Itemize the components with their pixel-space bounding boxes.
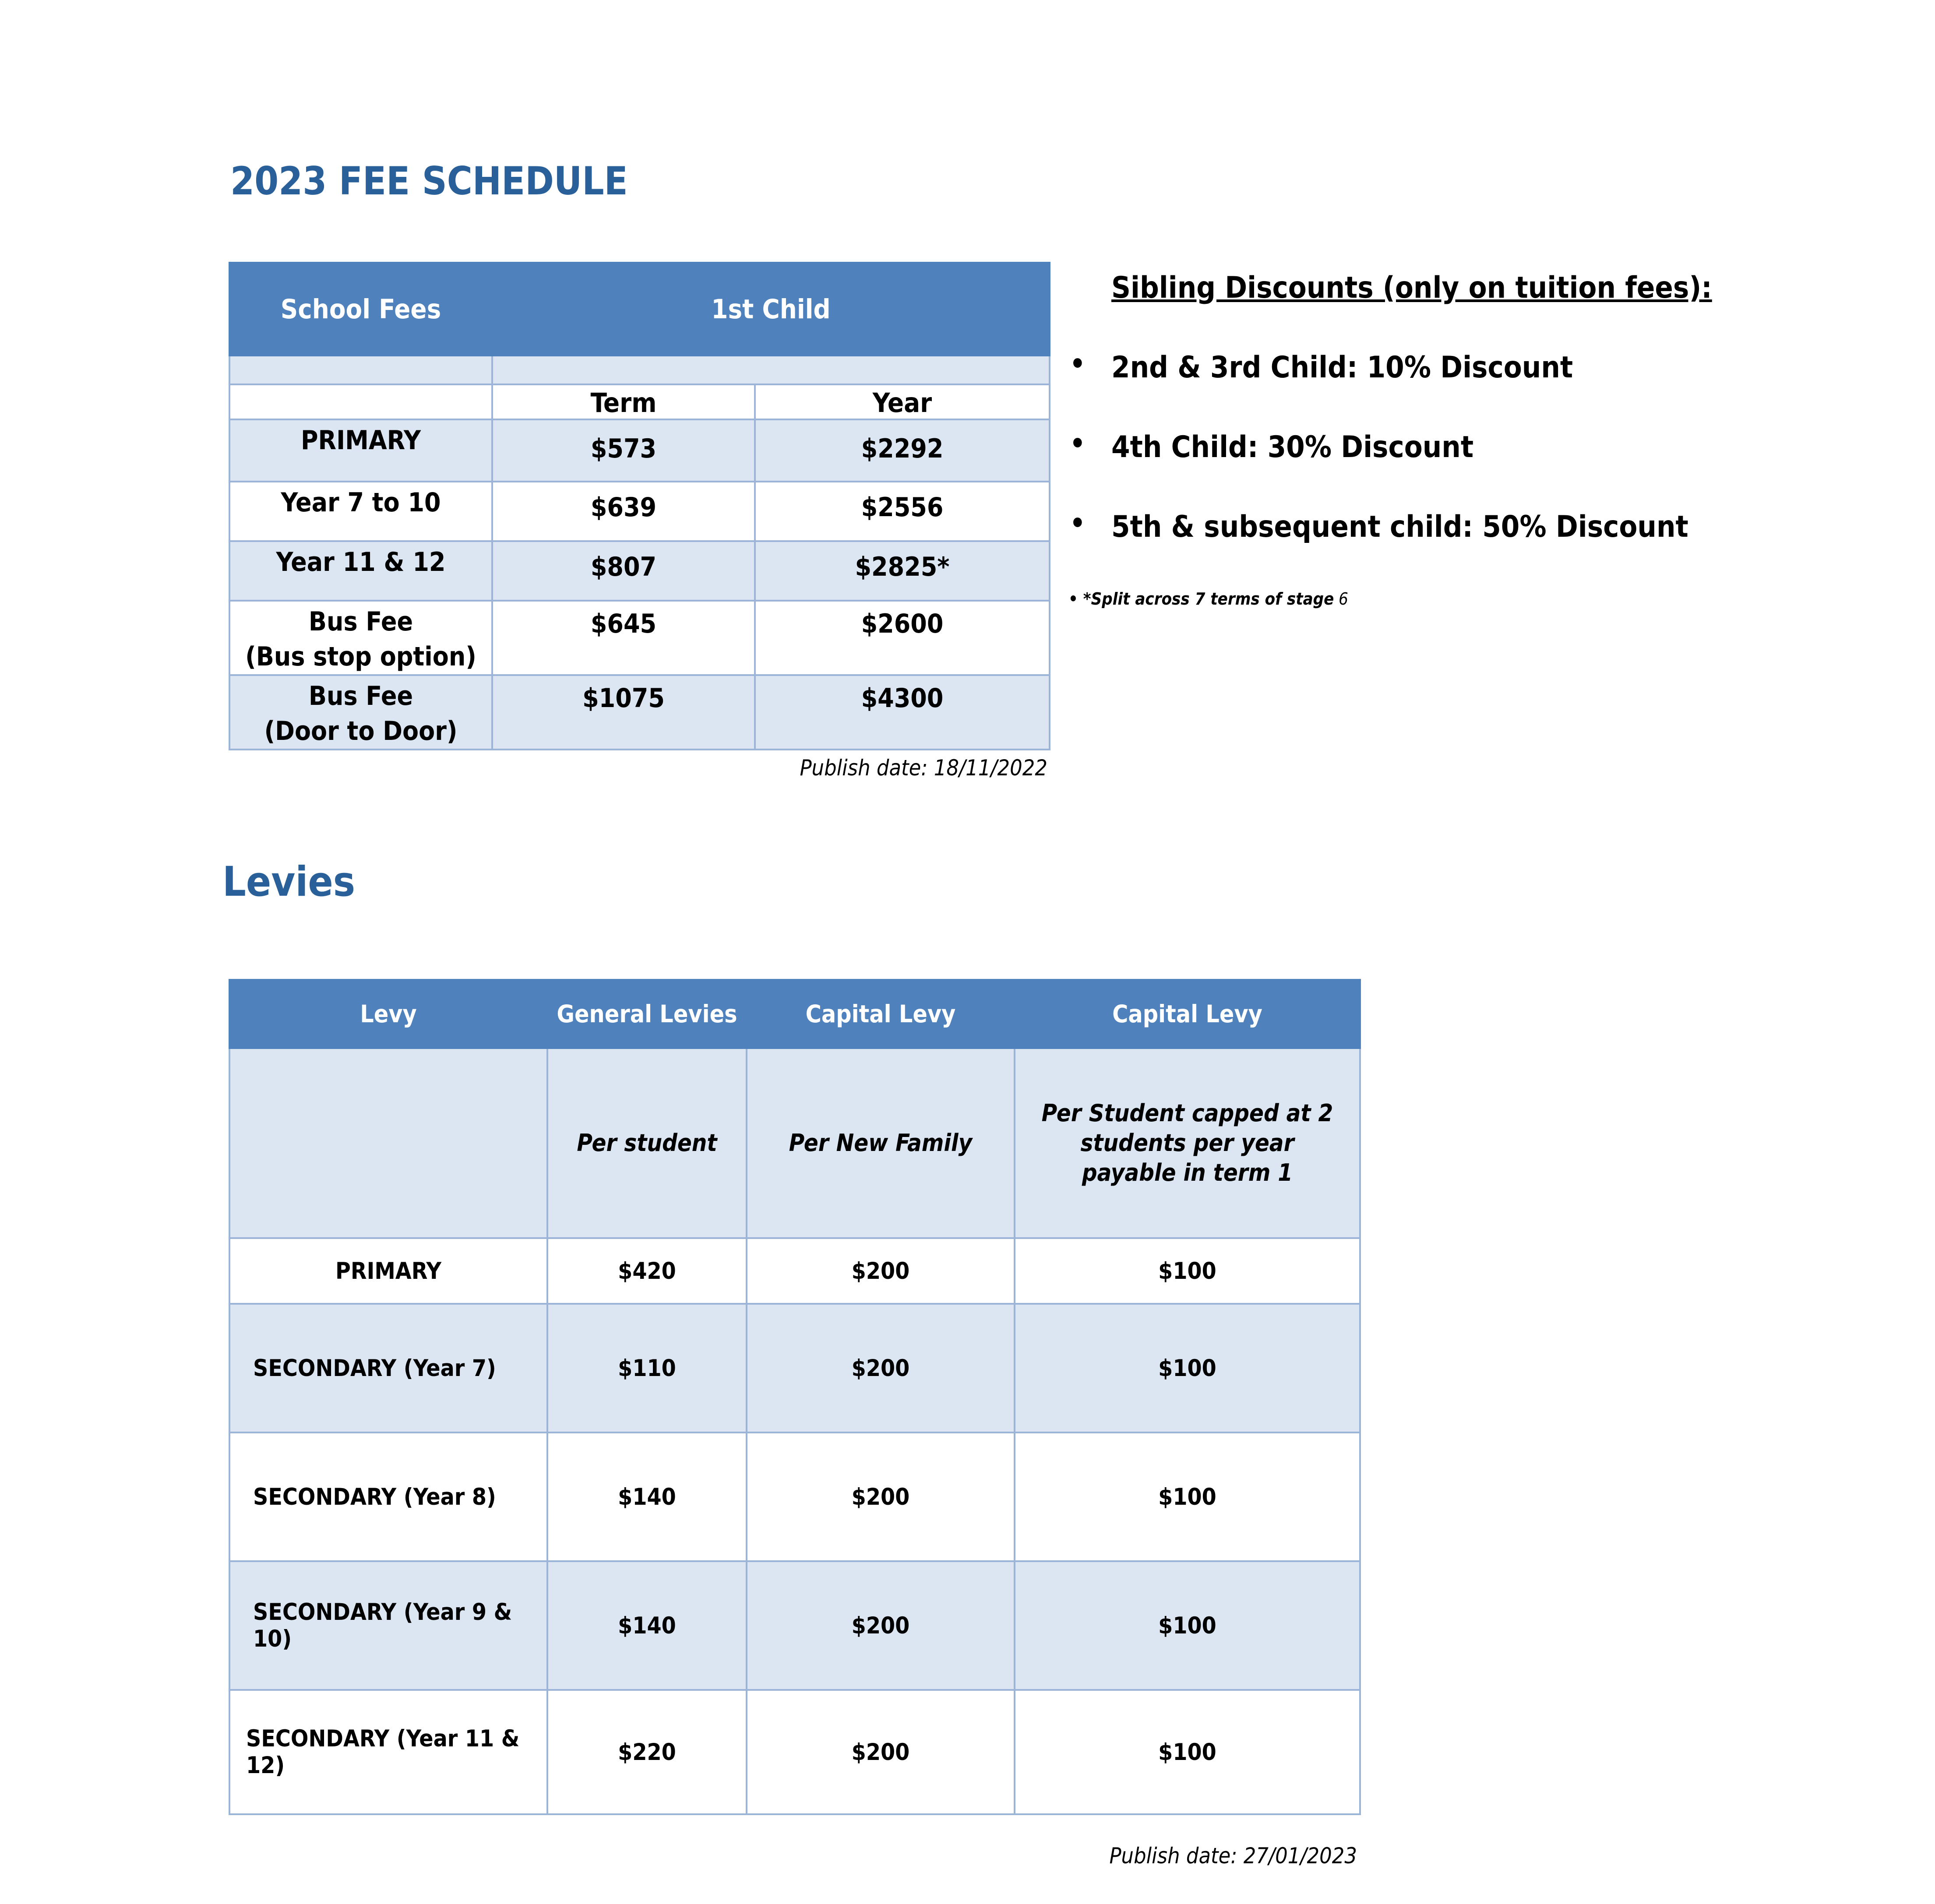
capital-family-value: $200	[747, 1238, 1015, 1304]
spacer-cell	[229, 355, 492, 384]
term-fee: $573	[492, 419, 755, 482]
capital-student-value: $100	[1015, 1690, 1360, 1814]
split-note: • *Split across 7 terms of stage 6	[1068, 589, 1348, 609]
level-label: SECONDARY (Year 11 & 12)	[229, 1690, 547, 1814]
capital-student-value: $100	[1015, 1561, 1360, 1690]
level-label: PRIMARY	[229, 1238, 547, 1304]
discount-item: • 2nd & 3rd Child: 10% Discount	[1070, 348, 1573, 385]
general-levy-value: $420	[547, 1238, 747, 1304]
page-title: 2023 FEE SCHEDULE	[230, 158, 628, 204]
row-label: Bus Fee (Door to Door)	[229, 675, 492, 750]
header-capital-levy: Capital Levy	[747, 980, 1015, 1048]
header-school-fees: School Fees	[229, 263, 492, 355]
table-row	[229, 419, 1050, 482]
row-label: Year 11 & 12	[229, 541, 492, 601]
level-label: SECONDARY (Year 7)	[229, 1304, 547, 1432]
table-row	[229, 482, 1050, 541]
year-fee: $2825*	[755, 541, 1050, 601]
capital-student-value: $100	[1015, 1304, 1360, 1432]
levies-publish-date: Publish date: 27/01/2023	[1109, 1843, 1357, 1869]
level-label: SECONDARY (Year 8)	[229, 1432, 547, 1561]
general-levy-value: $140	[547, 1561, 747, 1690]
empty-cell	[229, 1048, 547, 1238]
bullet-icon: •	[1070, 507, 1086, 539]
table-row	[229, 541, 1050, 601]
capital-family-value: $200	[747, 1690, 1015, 1814]
table-row	[229, 1690, 1360, 1814]
sibling-discounts-title: Sibling Discounts (only on tuition fees):	[1111, 271, 1712, 305]
table-row	[229, 1304, 1360, 1432]
row-label: Year 7 to 10	[229, 482, 492, 541]
bullet-icon: •	[1070, 427, 1086, 459]
table-row	[229, 1238, 1360, 1304]
discount-item: • 5th & subsequent child: 50% Discount	[1070, 507, 1688, 544]
table-row	[229, 1432, 1360, 1561]
year-fee: $2600	[755, 601, 1050, 675]
subheader-term: Term	[492, 384, 755, 419]
desc-per-student: Per student	[547, 1048, 747, 1238]
desc-per-new-family: Per New Family	[747, 1048, 1015, 1238]
level-label: SECONDARY (Year 9 & 10)	[229, 1561, 547, 1690]
capital-student-value: $100	[1015, 1238, 1360, 1304]
year-fee: $2556	[755, 482, 1050, 541]
subheader-year: Year	[755, 384, 1050, 419]
header-levy: Levy	[229, 980, 547, 1048]
levies-title: Levies	[222, 858, 356, 906]
term-fee: $639	[492, 482, 755, 541]
bullet-icon: •	[1070, 348, 1086, 380]
capital-student-value: $100	[1015, 1432, 1360, 1561]
capital-family-value: $200	[747, 1432, 1015, 1561]
capital-family-value: $200	[747, 1561, 1015, 1690]
levies-table	[229, 979, 1361, 1815]
row-label: PRIMARY	[229, 419, 492, 482]
header-general-levies: General Levies	[547, 980, 747, 1048]
header-first-child: 1st Child	[492, 263, 1050, 355]
empty-cell	[229, 384, 492, 419]
year-fee: $2292	[755, 419, 1050, 482]
year-fee: $4300	[755, 675, 1050, 750]
row-label: Bus Fee (Bus stop option)	[229, 601, 492, 675]
capital-family-value: $200	[747, 1304, 1015, 1432]
table-row	[229, 675, 1050, 750]
spacer-cell	[492, 355, 1050, 384]
table-row	[229, 1561, 1360, 1690]
school-fees-table	[229, 262, 1050, 750]
header-capital-levy: Capital Levy	[1015, 980, 1360, 1048]
general-levy-value: $220	[547, 1690, 747, 1814]
term-fee: $807	[492, 541, 755, 601]
general-levy-value: $110	[547, 1304, 747, 1432]
discount-item: • 4th Child: 30% Discount	[1070, 427, 1474, 465]
fees-publish-date: Publish date: 18/11/2022	[800, 755, 1047, 781]
table-row	[229, 601, 1050, 675]
term-fee: $1075	[492, 675, 755, 750]
term-fee: $645	[492, 601, 755, 675]
desc-per-student-capped: Per Student capped at 2 students per year payable in term 1	[1015, 1048, 1360, 1238]
general-levy-value: $140	[547, 1432, 747, 1561]
